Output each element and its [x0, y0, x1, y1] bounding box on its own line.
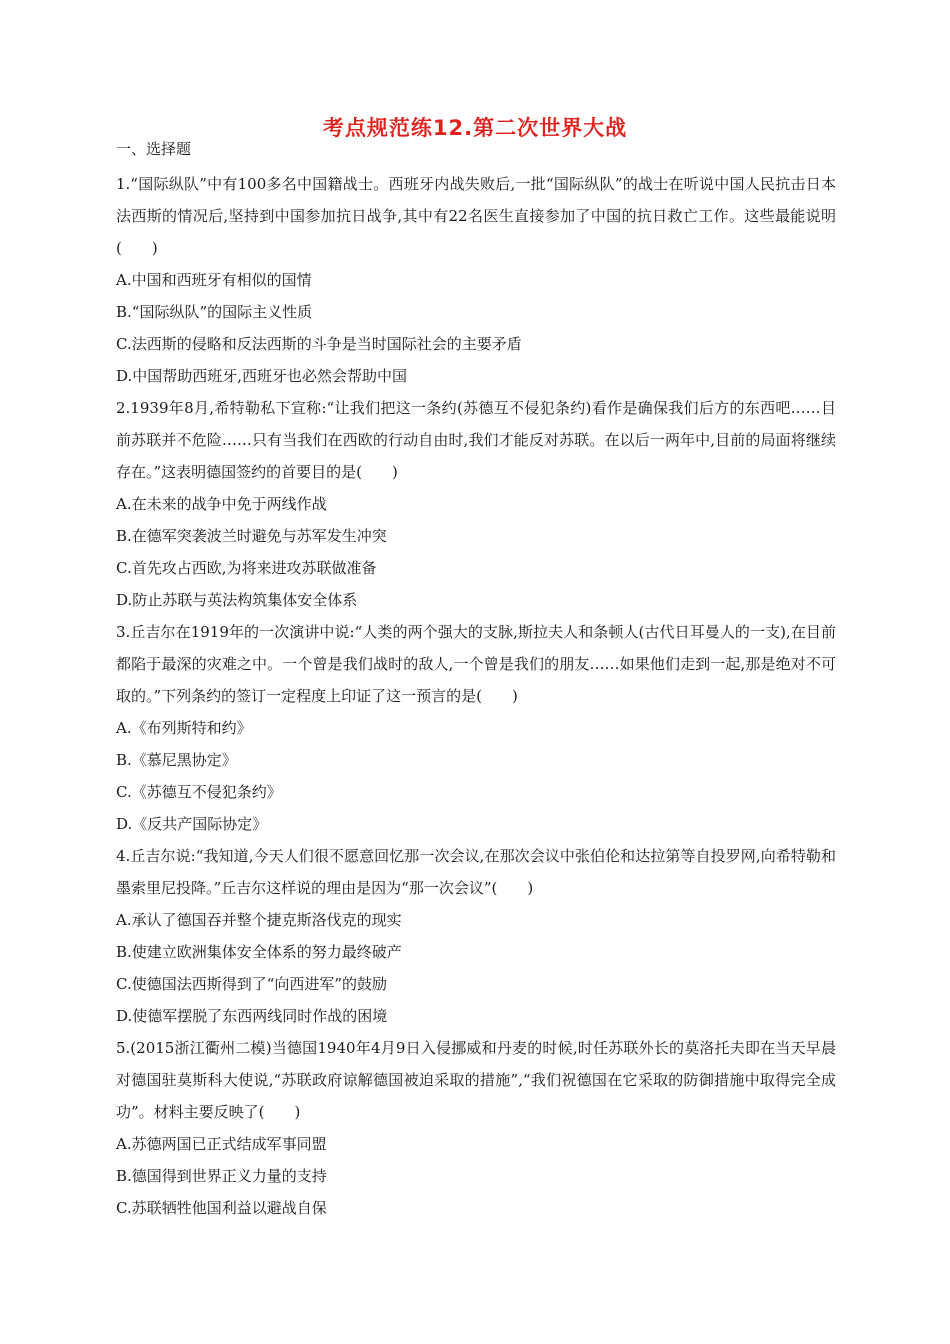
- option-c: C.苏联牺牲他国利益以避战自保: [116, 1199, 327, 1217]
- question-2: [116, 392, 836, 616]
- option-c: C.首先攻占西欧,为将来进攻苏联做准备: [116, 559, 377, 577]
- question-5: [116, 1032, 836, 1224]
- option-d: D.《反共产国际协定》: [116, 815, 268, 833]
- document-body: [116, 136, 836, 1224]
- question-4: [116, 840, 836, 1032]
- option-d: D.中国帮助西班牙,西班牙也必然会帮助中国: [116, 367, 408, 385]
- option-a: A.《布列斯特和约》: [116, 719, 252, 737]
- option-a: A.中国和西班牙有相似的国情: [116, 271, 312, 289]
- question-1: [116, 168, 836, 392]
- question-stem: 3.丘吉尔在1919年的一次演讲中说:“人类的两个强大的支脉,斯拉夫人和条顿人(古代日耳曼人的一支),在目前都陷于最深的灾难之中。一个曾是我们战时的敌人,一个曾是我们的朋友……如果他们走到一起,那是绝对不可取的。”下列条约的签订一定程度上印证了这一预言的是( ): [116, 623, 836, 705]
- option-b: B.使建立欧洲集体安全体系的努力最终破产: [116, 943, 402, 961]
- option-a: A.在未来的战争中免于两线作战: [116, 495, 327, 513]
- section-heading: 一、选择题: [116, 140, 192, 158]
- question-stem: 2.1939年8月,希特勒私下宣称:“让我们把这一条约(苏德互不侵犯条约)看作是确保我们后方的东西吧……目前苏联并不危险……只有当我们在西欧的行动自由时,我们才能反对苏联。在以后一两年中,目前的局面将继续存在。”这表明德国签约的首要目的是( ): [116, 399, 836, 481]
- option-a: A.承认了德国吞并整个捷克斯洛伐克的现实: [116, 911, 402, 929]
- option-b: B.德国得到世界正义力量的支持: [116, 1167, 327, 1185]
- option-d: D.防止苏联与英法构筑集体安全体系: [116, 591, 358, 609]
- question-stem: 1.“国际纵队”中有100多名中国籍战士。西班牙内战失败后,一批“国际纵队”的战士在听说中国人民抗击日本法西斯的情况后,坚持到中国参加抗日战争,其中有22名医生直接参加了中国的抗日救亡工作。这些最能说明( ): [116, 175, 836, 257]
- option-c: C.使德国法西斯得到了“向西进军”的鼓励: [116, 975, 388, 993]
- option-a: A.苏德两国已正式结成军事同盟: [116, 1135, 327, 1153]
- page-title: 考点规范练12.第二次世界大战: [322, 116, 628, 140]
- option-b: B.“国际纵队”的国际主义性质: [116, 303, 313, 321]
- option-c: C.法西斯的侵略和反法西斯的斗争是当时国际社会的主要矛盾: [116, 335, 522, 353]
- option-b: B.《慕尼黑协定》: [116, 751, 237, 769]
- option-c: C.《苏德互不侵犯条约》: [116, 783, 282, 801]
- question-stem: 5.(2015浙江衢州二模)当德国1940年4月9日入侵挪威和丹麦的时候,时任苏联外长的莫洛托夫即在当天早晨对德国驻莫斯科大使说,“苏联政府谅解德国被迫采取的措施”,“我们祝德国在它采取的防御措施中取得完全成功”。材料主要反映了( ): [116, 1039, 836, 1121]
- option-b: B.在德军突袭波兰时避免与苏军发生冲突: [116, 527, 387, 545]
- question-3: [116, 616, 836, 840]
- option-d: D.使德军摆脱了东西两线同时作战的困境: [116, 1007, 388, 1025]
- question-stem: 4.丘吉尔说:“我知道,今天人们很不愿意回忆那一次会议,在那次会议中张伯伦和达拉第等自投罗网,向希特勒和墨索里尼投降。”丘吉尔这样说的理由是因为“那一次会议”( ): [116, 847, 836, 897]
